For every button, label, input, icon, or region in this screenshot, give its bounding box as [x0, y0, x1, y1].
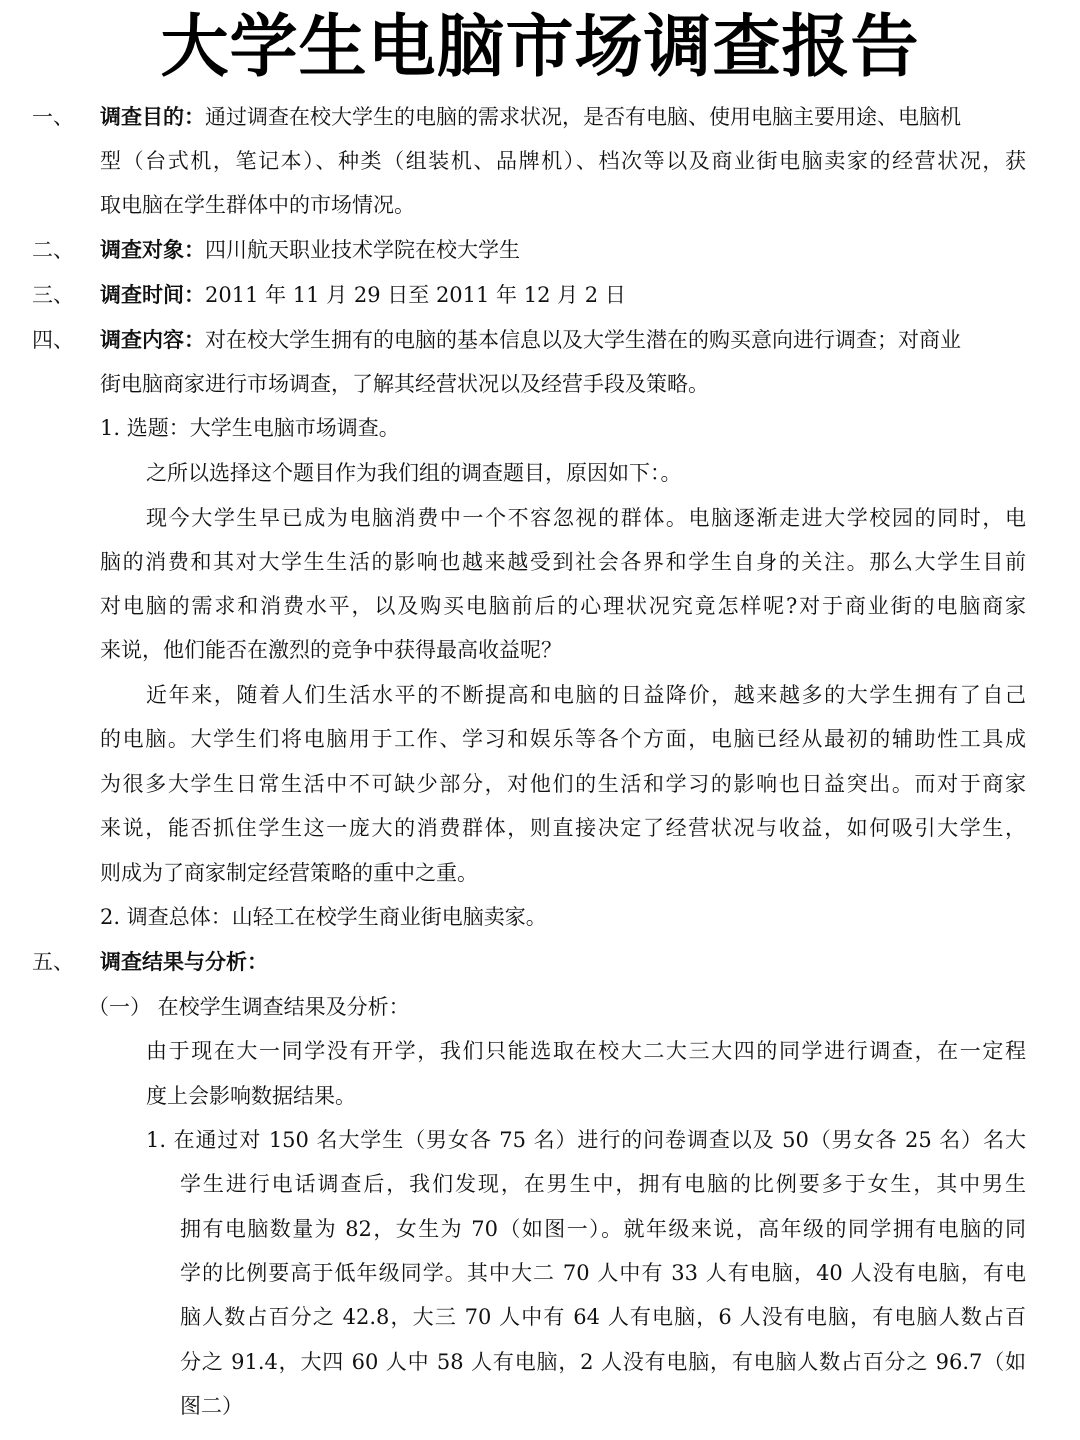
section-3-number: 三、	[32, 283, 74, 307]
section-4-line-1	[100, 325, 1026, 355]
section-1-line-1	[100, 102, 1026, 132]
section-5-number: 五、	[32, 950, 74, 974]
section-1-line-3: 取电脑在学生群体中的市场情况。	[100, 193, 415, 217]
section-5-para-1-line-1: 由于现在大一同学没有开学，我们只能选取在校大二大三大四的同学进行调查，在一定程	[146, 1039, 1026, 1063]
page-title: 大学生电脑市场调查报告	[160, 8, 920, 87]
section-4-text-1: 对在校大学生拥有的电脑的基本信息以及大学生潜在的购买意向进行调查；对商业	[205, 328, 961, 352]
section-5-label: 调查结果与分析：	[100, 950, 268, 974]
section-1-label: 调查目的：	[100, 105, 205, 129]
section-4-line-2: 街电脑商家进行市场调查，了解其经营状况以及经营手段及策略。	[100, 372, 709, 396]
section-4-number: 四、	[32, 328, 74, 352]
section-2-number: 二、	[32, 238, 74, 262]
section-3-label: 调查时间：	[100, 283, 205, 307]
section-4-item-1: 1. 选题：大学生电脑市场调查。	[100, 416, 400, 440]
section-1-number: 一、	[32, 105, 74, 129]
section-4-para-3-line-4: 来说，能否抓住学生这一庞大的消费群体，则直接决定了经营状况与收益，如何吸引大学生，	[100, 816, 1026, 840]
section-4-para-3-line-3: 为很多大学生日常生活中不可缺少部分，对他们的生活和学习的影响也日益突出。而对于商家	[100, 772, 1026, 796]
section-1-line-2: 型（台式机，笔记本）、种类（组装机、品牌机）、档次等以及商业街电脑卖家的经营状况，获	[100, 149, 1026, 173]
section-4-para-3-line-1: 近年来，随着人们生活水平的不断提高和电脑的日益降价，越来越多的大学生拥有了自己	[146, 683, 1026, 707]
section-5-item-1-line-1: 1. 在通过对 150 名大学生（男女各 75 名）进行的问卷调查以及 50（男女各 25 名）名大	[146, 1128, 1026, 1152]
section-4-label: 调查内容：	[100, 328, 205, 352]
section-2-label: 调查对象：	[100, 238, 205, 262]
section-2-line	[100, 235, 520, 265]
section-4-para-2-line-2: 脑的消费和其对大学生生活的影响也越来越受到社会各界和学生自身的关注。那么大学生目前	[100, 550, 1026, 574]
section-5-item-1-line-3: 拥有电脑数量为 82，女生为 70（如图一）。就年级来说，高年级的同学拥有电脑的同	[180, 1217, 1026, 1241]
section-1-text-1: 通过调查在校大学生的电脑的需求状况，是否有电脑、使用电脑主要用途、电脑机	[205, 105, 961, 129]
section-4-para-2-line-1: 现今大学生早已成为电脑消费中一个不容忽视的群体。电脑逐渐走进大学校园的同时，电	[146, 506, 1026, 530]
section-5-item-1-line-5: 脑人数占百分之 42.8，大三 70 人中有 64 人有电脑，6 人没有电脑，有电脑人数占百	[180, 1305, 1026, 1329]
section-5-item-1-line-2: 学生进行电话调查后，我们发现，在男生中，拥有电脑的比例要多于女生，其中男生	[180, 1172, 1026, 1196]
section-5-item-1-line-7: 图二）	[180, 1394, 243, 1418]
section-2-text: 四川航天职业技术学院在校大学生	[205, 238, 520, 262]
section-4-para-3-line-5: 则成为了商家制定经营策略的重中之重。	[100, 861, 478, 885]
section-3-line	[100, 280, 626, 310]
section-4-item-2: 2. 调查总体：山轻工在校学生商业街电脑卖家。	[100, 905, 547, 929]
section-4-para-1: 之所以选择这个题目作为我们组的调查题目，原因如下：。	[146, 461, 682, 485]
section-5-para-1-line-2: 度上会影响数据结果。	[146, 1084, 356, 1108]
section-5-item-1-line-4: 学的比例要高于低年级同学。其中大二 70 人中有 33 人有电脑，40 人没有电脑，有电	[180, 1261, 1026, 1285]
section-3-text: 2011 年 11 月 29 日至 2011 年 12 月 2 日	[205, 283, 626, 307]
section-4-para-2-line-4: 来说，他们能否在激烈的竞争中获得最高收益呢？	[100, 638, 562, 662]
section-5-item-1-line-6: 分之 91.4，大四 60 人中 58 人有电脑，2 人没有电脑，有电脑人数占百分之 96.7（如	[180, 1350, 1026, 1374]
section-4-para-3-line-2: 的电脑。大学生们将电脑用于工作、学习和娱乐等各个方面，电脑已经从最初的辅助性工具成	[100, 727, 1026, 751]
section-5-subheading: （一） 在校学生调查结果及分析：	[88, 995, 410, 1019]
section-4-para-2-line-3: 对电脑的需求和消费水平，以及购买电脑前后的心理状况究竟怎样呢?对于商业街的电脑商家	[100, 594, 1026, 618]
